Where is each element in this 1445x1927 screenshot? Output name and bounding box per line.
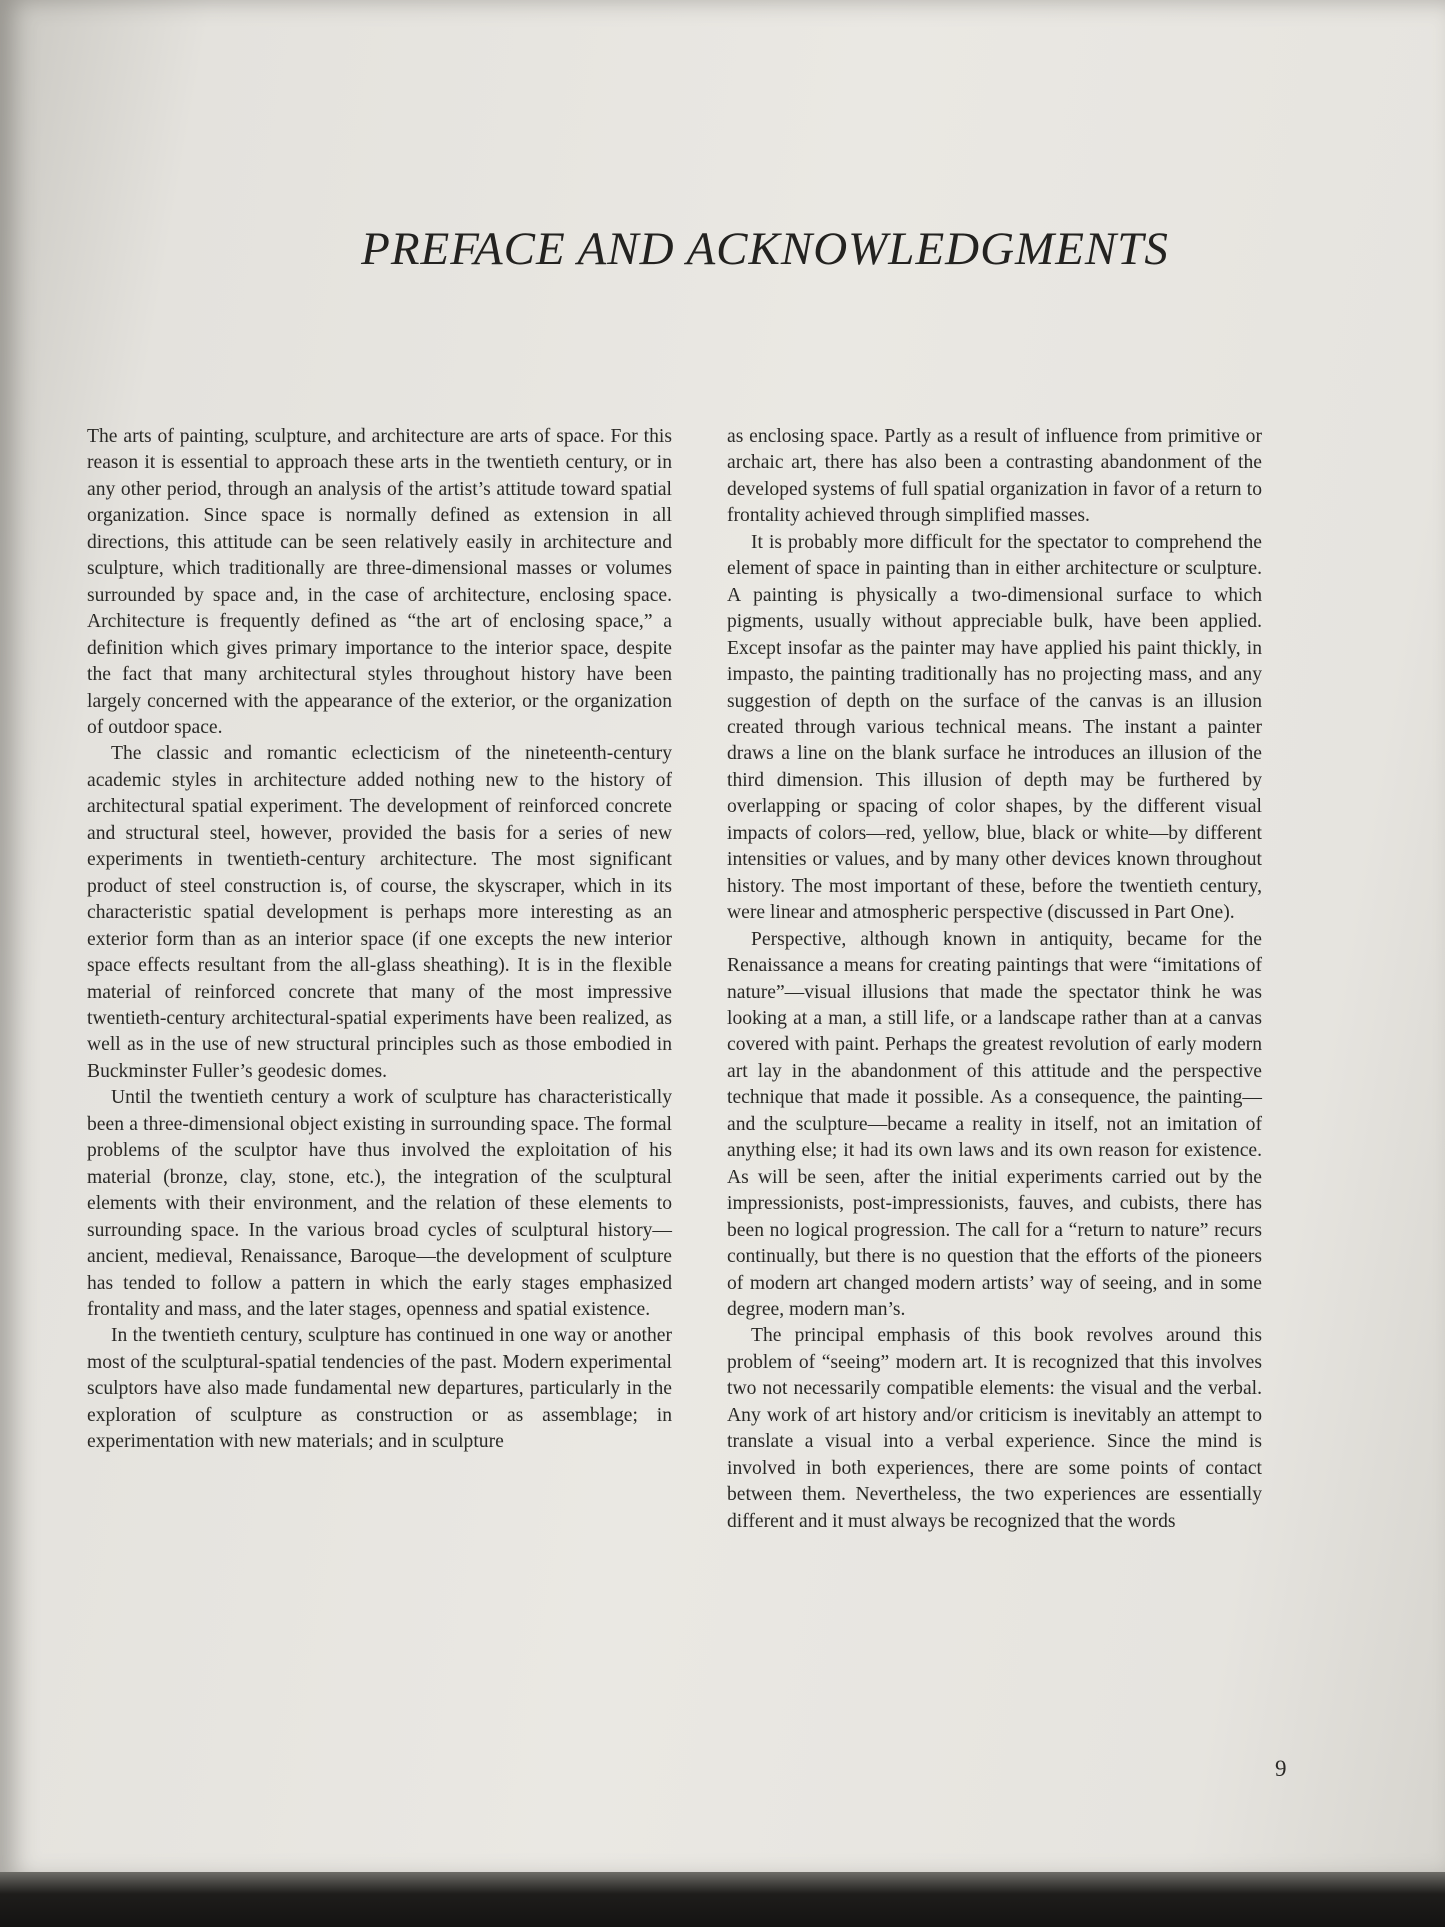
page-bottom-shadow bbox=[0, 1872, 1445, 1927]
page-title: PREFACE AND ACKNOWLEDGMENTS bbox=[361, 223, 1169, 275]
paragraph: The principal emphasis of this book revolves around this problem of “seeing” modern art. It is recognized that this involves two not necessarily compatible elements: the visual and the verbal. Any work of art history and/or criticism is inevitably an attempt to translate a visual into a verbal experience. Since the mind is involved in both experiences, there are some points of contact between them. Nevertheless, the two experiences are essentially different and it must always be recognized that the words bbox=[727, 1325, 1262, 1532]
page-number: 9 bbox=[1275, 1756, 1287, 1781]
paragraph: It is probably more difficult for the spectator to comprehend the element of space in painting than in either architecture or sculpture. A painting is physically a two-dimensional surface to which pigments, usually without appreciable bulk, have been applied. Except insofar as the painter may have applied his paint thickly, in impasto, the painting traditionally has no projecting mass, and any suggestion of depth on the surface of the canvas is an illusion created through various technical means. The instant a painter draws a line on the blank surface he introduces an illusion of the third dimension. This illusion of depth may be furthered by overlapping or spacing of color shapes, by the different visual impacts of colors—red, yellow, blue, black or white—by different intensities or values, and by many other devices known throughout history. The most important of these, before the twentieth century, were linear and atmospheric perspective (discussed in Part One). bbox=[727, 531, 1262, 924]
paragraph: as enclosing space. Partly as a result of influence from primitive or archaic art, there has also been a contrasting abandonment of the developed systems of full spatial organization in favor of a return to frontality achieved through simplified masses. bbox=[727, 426, 1262, 527]
paragraph: Perspective, although known in antiquity, became for the Renaissance a means for creating paintings that were “imitations of nature”—visual illusions that made the spectator think he was looking at a man, a still life, or a landscape rather than at a canvas covered with paint. Perhaps the greatest revolution of early modern art lay in the abandonment of this attitude and the perspective technique that made it possible. As a consequence, the painting—and the sculpture—became a reality in itself, not an imitation of anything else; it had its own laws and its own reason for existence. As will be seen, after the initial experiments carried out by the impressionists, post-impressionists, fauves, and cubists, there has been no logical progression. The call for a “return to nature” recurs continually, but there is no question that the efforts of the pioneers of modern art changed modern artists’ way of seeing, and in some degree, modern man’s. bbox=[727, 928, 1262, 1320]
paragraph: The classic and romantic eclecticism of the nineteenth-century academic styles in architecture added nothing new to the history of architectural spatial experiment. The development of reinforced concrete and structural steel, however, provided the basis for a series of new experiments in twentieth-century architecture. The most significant product of steel construction is, of course, the skyscraper, which in its characteristic spatial development is perhaps more interesting as an exterior form than as an interior space (if one excepts the new interior space effects resultant from the all-glass sheathing). It is in the flexible material of reinforced concrete that many of the most impressive twentieth-century architectural-spatial experiments have been realized, as well as in the use of new structural principles such as those embodied in Buckminster Fuller’s geodesic domes. bbox=[87, 743, 672, 1082]
right-column bbox=[727, 424, 1262, 1535]
paragraph: In the twentieth century, sculpture has continued in one way or another most of the sculptural-spatial tendencies of the past. Modern experimental sculptors have also made fundamental new departures, particularly in the exploration of sculpture as construction or as assemblage; in experimentation with new materials; and in sculpture bbox=[87, 1325, 672, 1453]
paragraph: Until the twentieth century a work of sculpture has characteristically been a three-dimensional object existing in surrounding space. The formal problems of the sculptor have thus involved the exploitation of his material (bronze, clay, stone, etc.), the integration of the sculptural elements with their environment, and the relation of these elements to surrounding space. In the various broad cycles of sculptural history—ancient, medieval, Renaissance, Baroque—the development of sculpture has tended to follow a pattern in which the early stages emphasized frontality and mass, and the later stages, openness and spatial existence. bbox=[87, 1087, 672, 1320]
paragraph: The arts of painting, sculpture, and architecture are arts of space. For this reason it is essential to approach these arts in the twentieth century, or in any other period, through an analysis of the artist’s attitude toward spatial organization. Since space is normally defined as extension in all directions, this attitude can be seen relatively easily in architecture and sculpture, which traditionally are three-dimensional masses or volumes surrounded by space and, in the case of architecture, enclosing space. Architecture is frequently defined as “the art of enclosing space,” a definition which gives primary importance to the interior space, despite the fact that many architectural styles throughout history have been largely concerned with the appearance of the exterior, or the organization of outdoor space. bbox=[87, 426, 672, 738]
left-column bbox=[87, 424, 672, 1456]
